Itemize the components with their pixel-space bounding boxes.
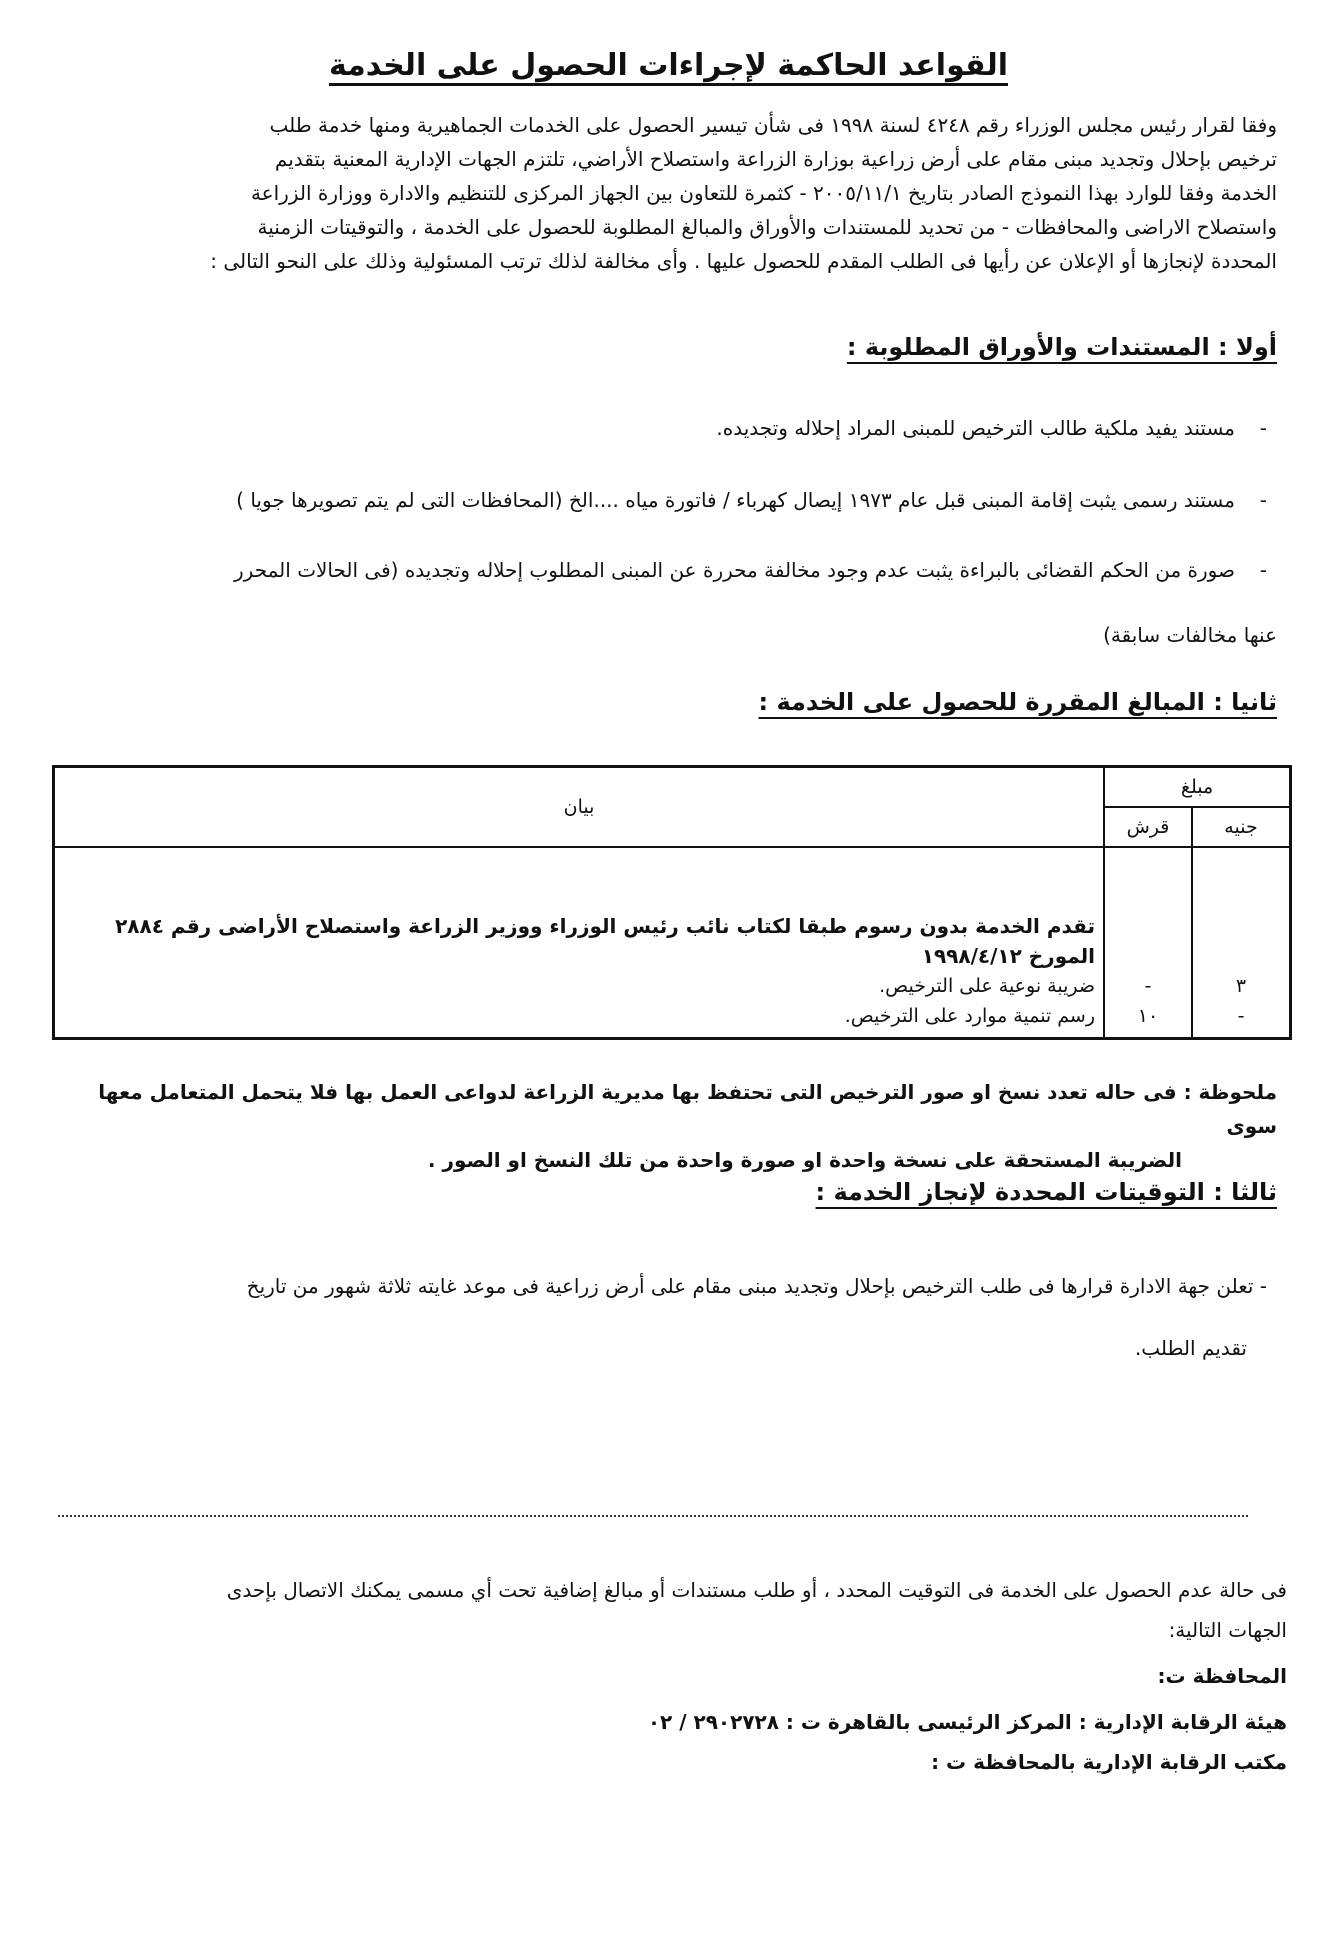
fee-description: رسم تنمية موارد على الترخيص. (844, 1005, 1095, 1027)
piaster-cell (1104, 847, 1192, 1039)
note-line (47, 1075, 1277, 1143)
section2-heading: ثانيا : المبالغ المقررة للحصول على الخدمة : (758, 688, 1277, 716)
document-item-text: عنها مخالفات سابقة) (1103, 623, 1277, 647)
contact-line: الجهات التالية: (1168, 1618, 1287, 1642)
note-text: فى حاله تعدد نسخ او صور الترخيص التى تحتفظ بها مديرية الزراعة لدواعى العمل بها فلا يتحمل المتعامل معها سوى (98, 1080, 1277, 1138)
section1-heading: أولا : المستندات والأوراق المطلوبة : (846, 333, 1277, 361)
pound-header: جنيه (1192, 807, 1291, 847)
document-item (77, 398, 1267, 458)
free-service-date: المورخ ١٩٩٨/٤/١٢ (921, 944, 1095, 968)
document-item (77, 470, 1267, 530)
document-item-text: مستند رسمى يثبت إقامة المبنى قبل عام ١٩٧٣ إيصال كهرباء / فاتورة مياه ....الخ (المحافظات التى لم يتم تصويرها جويا ) (236, 488, 1235, 512)
timing-line: تقديم الطلب. (1134, 1336, 1247, 1360)
bullet-dash: - (1259, 488, 1267, 512)
note-label: ملحوظة : (1183, 1080, 1277, 1104)
intro-line: المحددة لإنجازها أو الإعلان عن رأيها فى الطلب المقدم للحصول عليها . وأى مخالفة لذلك ترتب المسئولية وذلك على النحو التالى : (210, 249, 1277, 273)
dotted-separator (58, 1515, 1248, 1517)
timing-line: - تعلن جهة الادارة قرارها فى طلب الترخيص بإحلال وتجديد مبنى مقام على أرض زراعية فى موعد غايته ثلاثة شهور من تاريخ (246, 1274, 1267, 1298)
contact-line: فى حالة عدم الحصول على الخدمة فى التوقيت المحدد ، أو طلب مستندات أو مبالغ إضافية تحت أي مسمى يمكنك الاتصال بإحدى (226, 1578, 1287, 1602)
description-cell (54, 847, 1105, 1039)
piaster-header: قرش (1104, 807, 1192, 847)
free-service-line: تقدم الخدمة بدون رسوم طبقا لكتاب نائب رئيس الوزراء ووزير الزراعة واستصلاح الأراضى رقم ٢٨٨٤ (115, 914, 1095, 938)
fee-description: ضريبة نوعية على الترخيص. (879, 975, 1095, 997)
bullet-dash: - (1259, 416, 1267, 440)
section3-heading: ثالثا : التوقيتات المحددة لإنجاز الخدمة : (815, 1178, 1277, 1206)
fees-table (52, 765, 1292, 1040)
contact-block (47, 1570, 1287, 1782)
pound-value: - (1237, 1005, 1245, 1027)
piaster-value: ١٠ (1137, 1005, 1159, 1027)
authority-contact: هيئة الرقابة الإدارية : المركز الرئيسى بالقاهرة ت : ٢٩٠٢٧٢٨ / ٠٢ (647, 1710, 1287, 1734)
pound-value: ٣ (1235, 975, 1247, 997)
note-block (47, 1075, 1277, 1177)
document-item (77, 540, 1267, 600)
document-item-text: مستند يفيد ملكية طالب الترخيص للمبنى المراد إحلاله وتجديده. (716, 416, 1235, 440)
piaster-value: - (1144, 975, 1152, 997)
bullet-dash: - (1259, 558, 1267, 582)
description-header: بيان (54, 767, 1105, 847)
note-line: الضريبة المستحقة على نسخة واحدة او صورة واحدة من تلك النسخ او الصور . (427, 1148, 1182, 1172)
office-contact: مكتب الرقابة الإدارية بالمحافظة ت : (931, 1750, 1287, 1774)
pound-cell (1192, 847, 1291, 1039)
amount-header: مبلغ (1104, 767, 1291, 807)
document-item-continuation (87, 605, 1277, 665)
document-title: القواعد الحاكمة لإجراءات الحصول على الخدمة (328, 48, 1009, 83)
intro-line: وفقا لقرار رئيس مجلس الوزراء رقم ٤٢٤٨ لسنة ١٩٩٨ فى شأن تيسير الحصول على الخدمات الجماهيرية ومنها خدمة طلب (269, 113, 1277, 137)
intro-paragraph (47, 108, 1277, 278)
governorate-contact: المحافظة ت: (1157, 1664, 1287, 1688)
intro-line: ترخيص بإحلال وتجديد مبنى مقام على أرض زراعية بوزارة الزراعة واستصلاح الأراضي، تلتزم الجهات الإدارية المعنية بتقديم (274, 147, 1277, 171)
intro-line: الخدمة وفقا للوارد بهذا النموذج الصادر بتاريخ ٢٠٠٥/١١/١ - كثمرة للتعاون بين الجهاز المركزى للتنظيم والادارة ووزارة الزراعة (250, 181, 1277, 205)
timing-block (47, 1255, 1267, 1379)
document-item-text: صورة من الحكم القضائى بالبراءة يثبت عدم وجود مخالفة محررة عن المبنى المطلوب إحلاله وتجديده (فى الحالات المحرر (234, 558, 1235, 582)
intro-line: واستصلاح الاراضى والمحافظات - من تحديد للمستندات والأوراق والمبالغ المطلوبة للحصول على الخدمة ، والتوقيتات الزمنية (257, 215, 1277, 239)
